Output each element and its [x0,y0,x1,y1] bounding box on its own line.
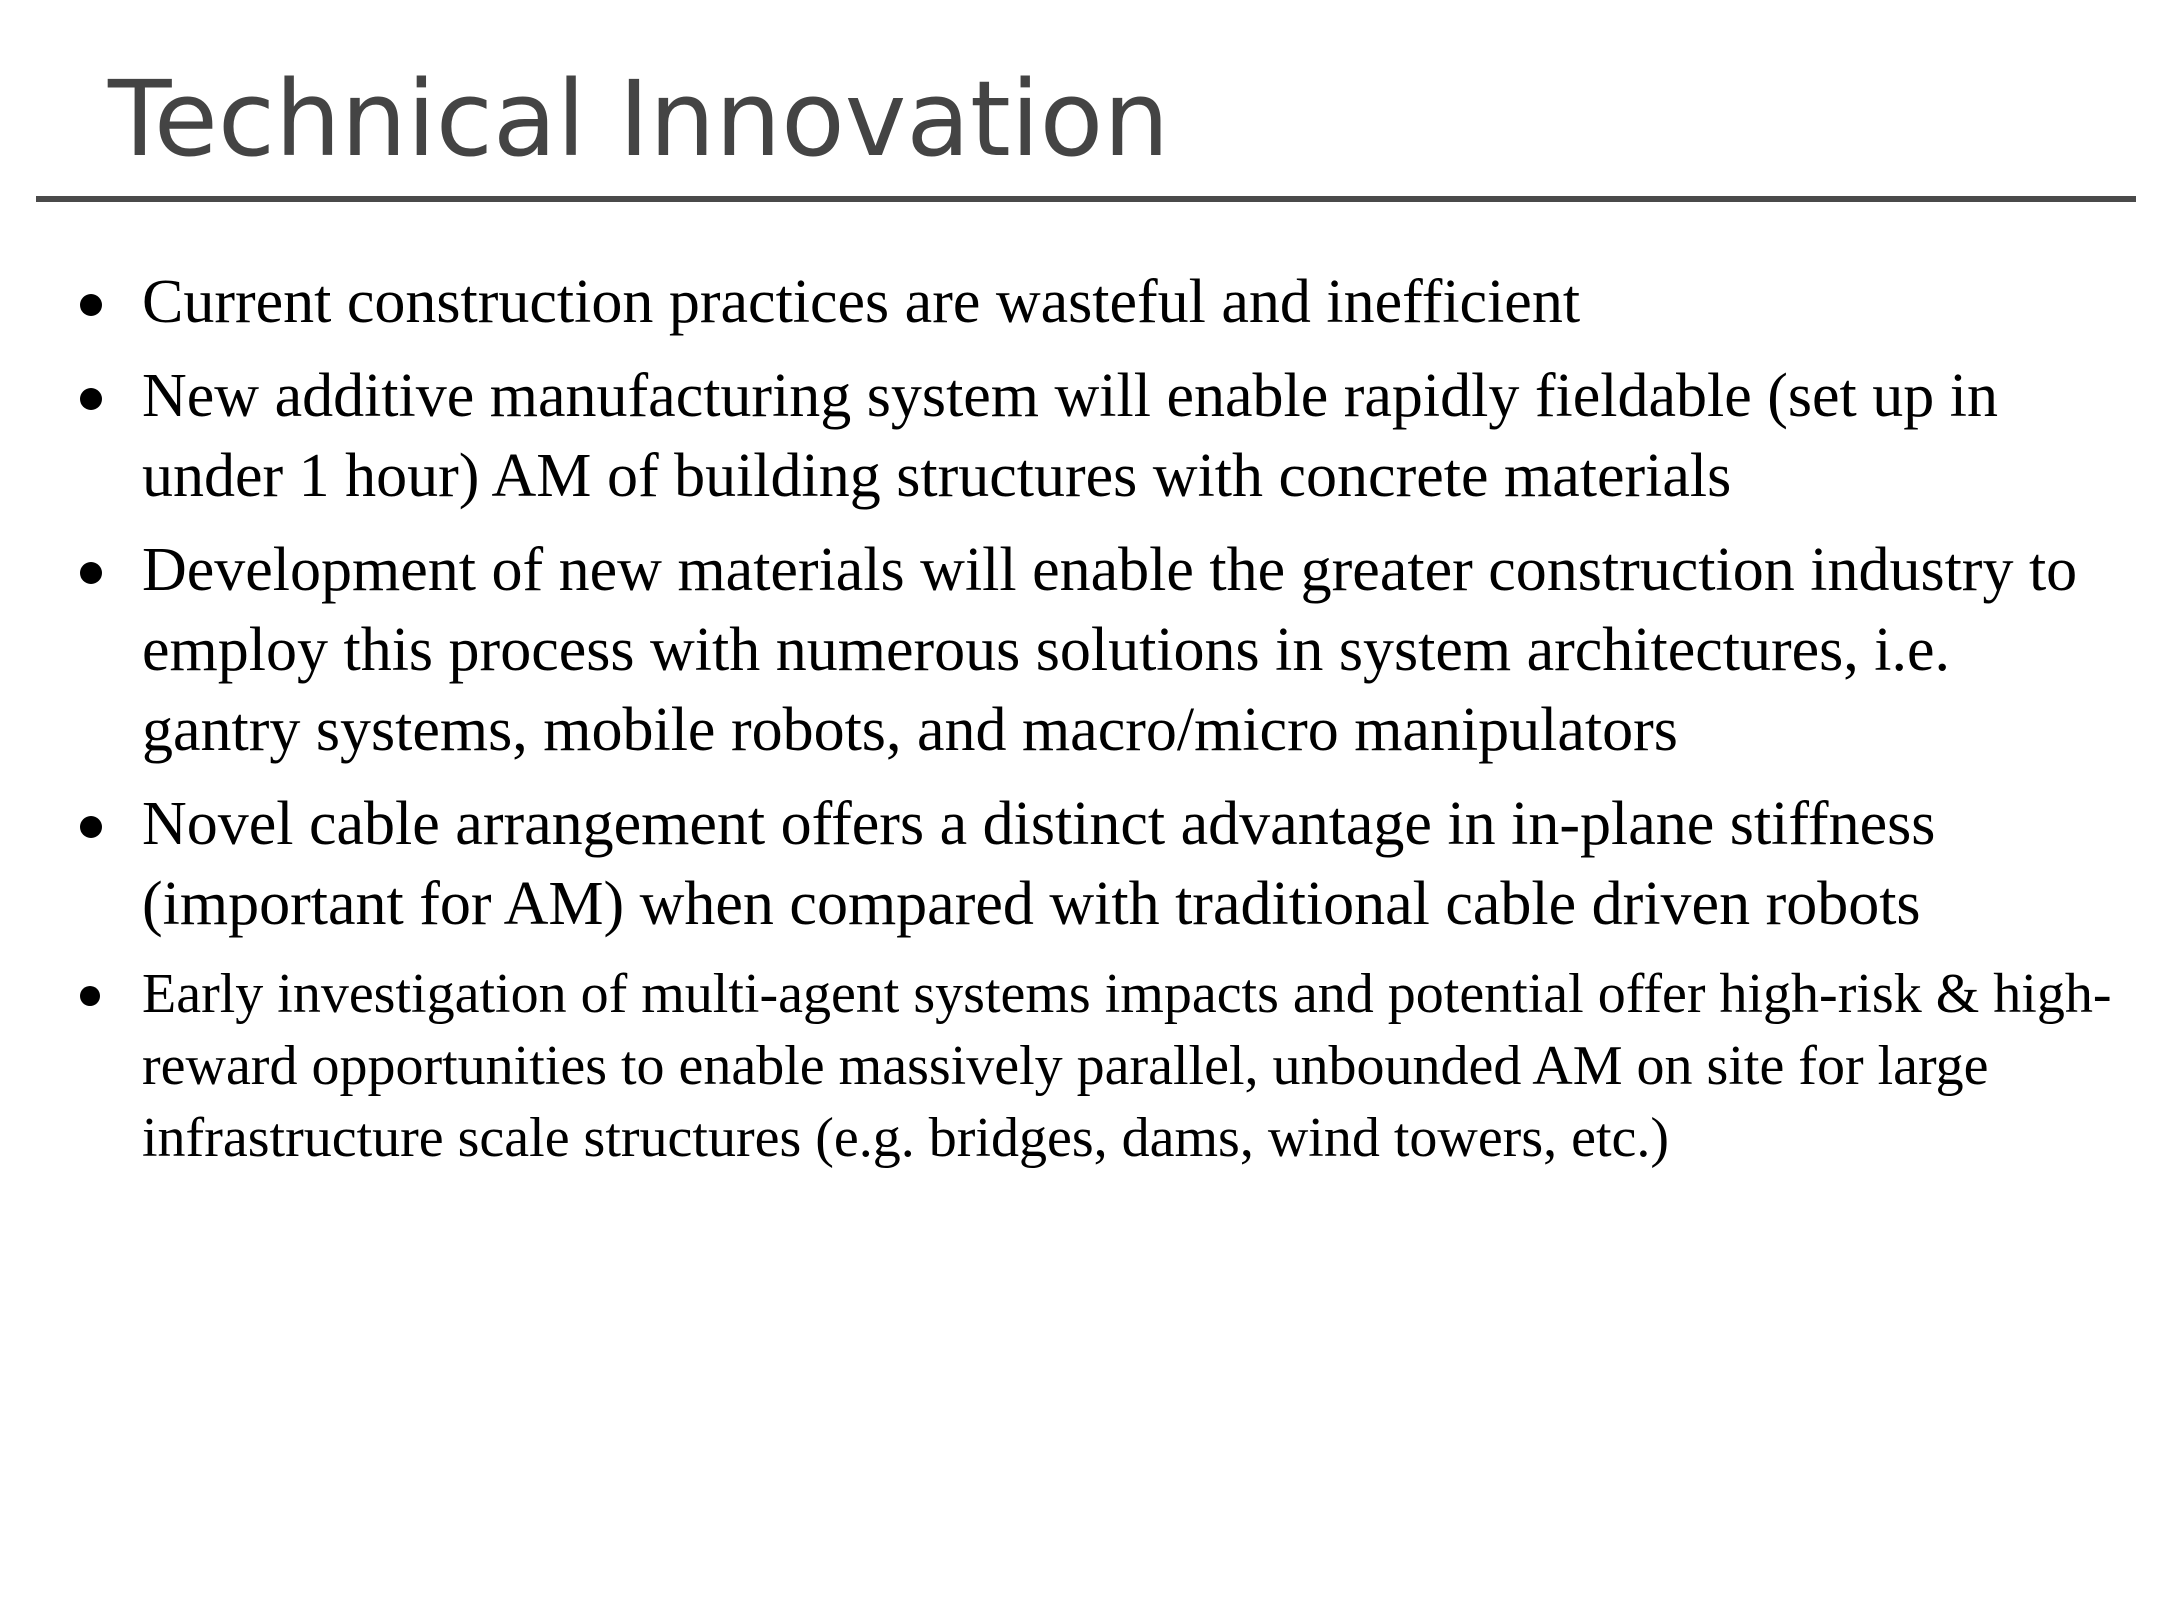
bullet-item [76,784,2116,944]
title-divider [36,196,2136,202]
bullet-dot-icon [80,816,102,838]
bullet-item [76,262,2116,342]
bullet-list [76,262,2116,1188]
bullet-item [76,530,2116,770]
bullet-item [76,958,2116,1174]
bullet-dot-icon [80,388,102,410]
bullet-item [76,356,2116,516]
bullet-dot-icon [80,562,102,584]
bullet-text: Current construction practices are wasteful and inefficient [142,268,1581,336]
bullet-text: Novel cable arrangement offers a distinct advantage in in-plane stiffness (important for AM) when compared with traditional cable driven robots [142,790,1936,938]
bullet-dot-icon [80,294,102,316]
bullet-text: Early investigation of multi-agent systems impacts and potential offer high-risk & high-reward opportunities to enable massively parallel, unbounded AM on site for large infrastructure scale structures (e.g. bridges, dams, wind towers, etc.) [142,963,2112,1169]
bullet-text: Development of new materials will enable the greater construction industry to employ this process with numerous solutions in system architectures, i.e. gantry systems, mobile robots, and macro/micro manipulators [142,536,2078,764]
slide-title: Technical Innovation [108,58,1170,180]
bullet-text: New additive manufacturing system will enable rapidly fieldable (set up in under 1 hour) AM of building structures with concrete materials [142,362,1999,510]
bullet-dot-icon [80,986,100,1006]
